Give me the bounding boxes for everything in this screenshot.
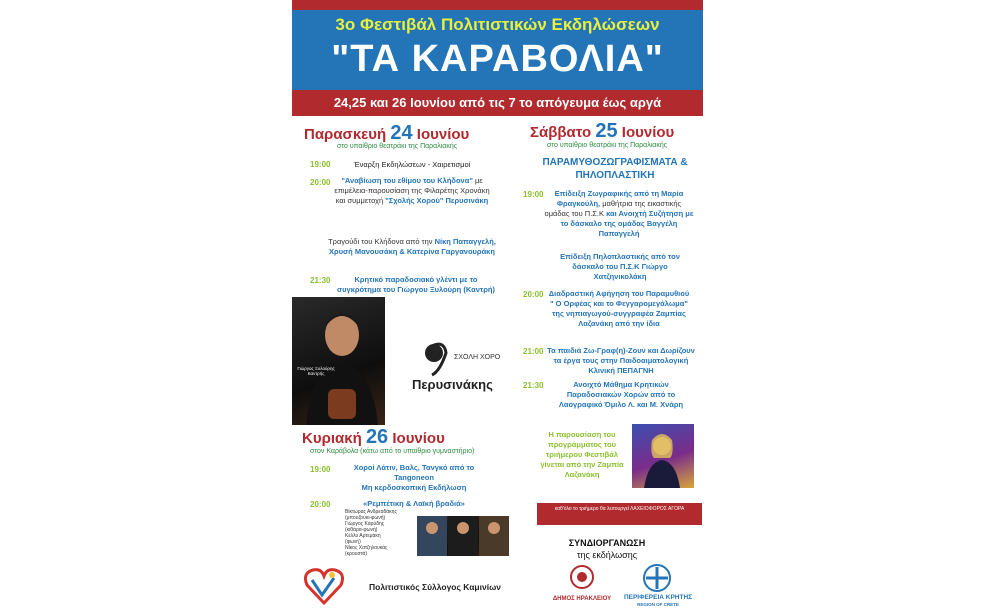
saturday-event-2: Διαδραστική Αφήγηση του Παραμυθιού " Ο Ορφέας και το Φεγγαρομεγάλωμα" της νηπιαγωγού-συγγραφέα Ζαμπίας Λαζανάκη από την ίδια <box>548 289 690 328</box>
region-logo <box>642 563 672 593</box>
saturday-month: Ιουνίου <box>621 124 675 141</box>
saturday-time-1: 19:00 <box>523 190 544 199</box>
friday-event-3: Κρητικό παραδοσιακό γλέντι με το συγκρότημα του Γιώργου Ξυλούρη (Καντρή) <box>337 275 495 294</box>
sunday-event-1: Χοροί Λάτιν, Βαλς, Τανγκό από το Tangoneon Μη κερδοσκοπική Εκδήλωση <box>353 463 475 492</box>
friday-event-2: "Αναβίωση του εθίμου του Κλήδονα" με επιμέλεια-παρουσίαση της Φιλαρέτης Χρονάκη και συμμετοχή "Σχολής Χορού" Περυσινάκη <box>334 176 490 205</box>
saturday-venue: στο υπαίθριο θεατράκι της Παραλιακής <box>547 142 668 149</box>
saturday-time-2: 20:00 <box>523 290 544 299</box>
musician-silhouette-icon <box>292 297 385 425</box>
saturday-event-1b: Επίδειξη Πηλοπλαστικής από τον δάσκαλο του Π.Σ.Κ Γιώργο Χατζηνικολάκη <box>560 252 680 281</box>
saturday-event-4: Ανοιχτό Μάθημα Κρητικών Παραδοσιακών Χορών από το Λαογραφικό Όμιλο Λ. και Μ. Χνάρη <box>558 380 684 409</box>
dance-school-logo <box>410 335 500 397</box>
sunday-venue: στον Καράβολα (κάτω από το υπαίθριο γυμναστήριο) <box>310 448 475 455</box>
organizer-logo <box>302 565 347 607</box>
top-red-band <box>292 0 703 10</box>
saturday-day: Σάββατο <box>530 124 592 141</box>
sunday-time-1: 19:00 <box>310 465 331 474</box>
friday-event-1: Έναρξη Εκδηλώσεων - Χαιρετισμοί <box>353 160 471 169</box>
saturday-time-3: 21:00 <box>523 347 544 356</box>
region-emblem-icon <box>642 563 672 593</box>
saturday-event-3: Τα παιδιά Ζω-Γραφ(η)-Ζουν και Δωρίζουν τα έργα τους στην Παιδοαιματολογική Κλινική ΠΕΠΑΓΝΗ <box>547 346 695 375</box>
saturday-event-1: Επίδειξη Ζωγραφικής από τη Μαρία Φραγκούλη, μαθήτρια της εικαστικής ομάδας του Π.Σ.Κ και Ανοιχτή Συζήτηση με το δάσκαλο της ομάδας Βαγγέλη Παπαγγελή <box>544 189 694 238</box>
musicians-photos <box>417 516 509 556</box>
musician-photo <box>292 297 385 425</box>
school-logo-top: ΣΧΟΛΗ ΧΟΡΟΥ <box>454 354 500 361</box>
school-logo-name: Περυσινάκης <box>412 377 493 392</box>
heart-logo-icon <box>302 565 347 607</box>
friday-time-2: 20:00 <box>310 178 331 187</box>
sunday-heading <box>302 426 445 449</box>
festival-title: 3ο Φεστιβάλ Πολιτιστικών Εκδηλώσεων <box>335 15 660 34</box>
sunday-day: Κυριακή <box>302 430 362 447</box>
friday-time-3: 21:30 <box>310 276 331 285</box>
photo-caption: Γιώργος Ξυλούρης Καντρής <box>297 366 335 376</box>
friday-num: 24 <box>390 122 413 144</box>
friday-venue: στο υπαίθριο θεατράκι της Παραλιακής <box>337 143 458 150</box>
saturday-num: 25 <box>595 120 618 142</box>
sunday-event-2: «Ρεμπέτικη & Λαϊκή βραδιά» <box>363 499 465 508</box>
municipality-name: ΔΗΜΟΣ ΗΡΑΚΛΕΙΟΥ <box>552 596 612 602</box>
sunday-num: 26 <box>365 426 389 448</box>
friday-day: Παρασκευή <box>304 126 387 143</box>
dance-school-icon <box>410 335 500 397</box>
saturday-theme: ΠΑΡΑΜΥΘΟΖΩΓΡΑΦΙΣΜΑΤΑ & ΠΗΛΟΠΛΑΣΤΙΚΗ <box>542 157 688 181</box>
co-organization: ΣΥΝΔΙΟΡΓΑΝΩΣΗ της εκδήλωσης <box>568 538 646 560</box>
musicians-strip-icon <box>417 516 509 556</box>
festival-dates: 24,25 και 26 Ιουνίου από τις 7 το απόγευμα έως αργά <box>333 95 662 110</box>
main-title: "ΤΑ ΚΑΡΑΒΟΛΙΑ" <box>331 38 664 80</box>
sunday-time-2: 20:00 <box>310 500 331 509</box>
presenter-note: Η παρουσίαση του προγράμματος του τριήμερου Φεστιβάλ γίνεται από την Ζαμπία Λαζανάκη <box>540 430 624 479</box>
saturday-heading <box>530 120 674 143</box>
saturday-time-4: 21:30 <box>523 381 544 390</box>
friday-heading <box>304 122 469 145</box>
sunday-month: Ιουνίου <box>392 430 445 447</box>
presenter-photo <box>632 424 694 488</box>
region-name: ΠΕΡΙΦΕΡΕΙΑ ΚΡΗΤΗΣ REGION OF CRETE <box>623 594 693 607</box>
musicians-list: Βίκτωρας Ανδρεαδάκης (μπουζούκι-φωνή) Γιώργος Καρύδης (κιθάρα-φωνή) Κέλλυ Αρτεμάκη (φωνή) Νίκος Χατζηλουκάς (κρουστά) <box>345 509 397 557</box>
friday-song: Τραγούδι του Κλήδονα από την Νίκη Παπαγγελή, Χρυσή Μανουσάκη & Κατερίνα Γαργανουράκη <box>328 237 496 256</box>
organizer-name: Πολιτιστικός Σύλλογος Καμινίων <box>369 582 501 592</box>
festival-poster <box>292 0 703 610</box>
friday-month: Ιουνίου <box>416 126 470 143</box>
presenter-silhouette-icon <box>632 424 694 488</box>
lottery-banner-text: καθ'όλο το τριήμερο θα λειτουργεί ΛΑΧΕΙΟΦΟΡΟΣ ΑΓΟΡΑ <box>554 506 685 512</box>
friday-time-1: 19:00 <box>310 160 331 169</box>
